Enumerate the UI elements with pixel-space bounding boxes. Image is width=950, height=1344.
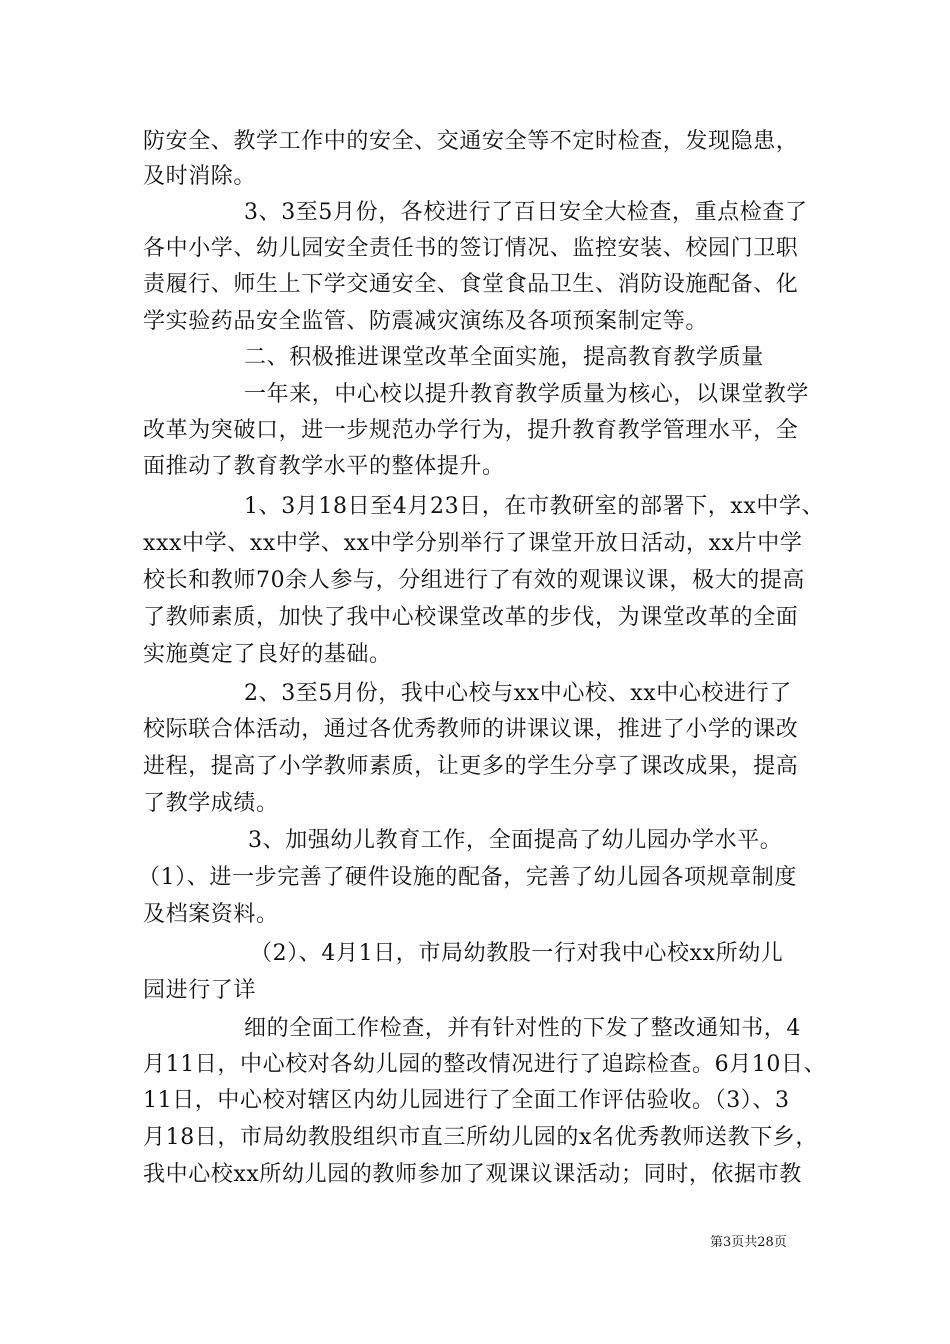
page-number-footer: 第3页共28页 bbox=[710, 1235, 787, 1250]
text-line: xxx中学、xx中学、xx中学分别举行了课堂开放日活动，xx片中学 bbox=[143, 531, 803, 556]
text-line: 11日，中心校对辖区内幼儿园进行了全面工作评估验收。（3）、3 bbox=[143, 1088, 790, 1113]
text-line: 了教学成绩。 bbox=[143, 791, 279, 816]
text-line: 细的全面工作检查，并有针对性的下发了整改通知书，4 bbox=[244, 1016, 801, 1041]
text-line: 园进行了详 bbox=[143, 978, 257, 1003]
text-line: （1）、进一步完善了硬件设施的配备，完善了幼儿园各项规章制度 bbox=[138, 865, 797, 890]
text-line: 月18日，市局幼教股组织市直三所幼儿园的x名优秀教师送教下乡， bbox=[143, 1125, 819, 1150]
text-line: 学实验药品安全监管、防震减灾演练及各项预案制定等。 bbox=[143, 309, 709, 334]
text-line: 1、3月18日至4月23日，在市教研室的部署下，xx中学、 bbox=[244, 494, 825, 519]
text-line: （2）、4月1日，市局幼教股一行对我中心校xx所幼儿 bbox=[250, 941, 784, 966]
text-line: 防安全、教学工作中的安全、交通安全等不定时检查，发现隐患， bbox=[143, 129, 799, 154]
text-line: 进程，提高了小学教师素质，让更多的学生分享了课改成果，提高 bbox=[143, 754, 799, 779]
text-line: 3、加强幼儿教育工作，全面提高了幼儿园办学水平。 bbox=[248, 828, 783, 853]
text-line: 改革为突破口，进一步规范办学行为，提升教育教学管理水平，全 bbox=[143, 418, 799, 443]
text-line: 月11日，中心校对各幼儿园的整改情况进行了追踪检查。6月10日、 bbox=[143, 1052, 827, 1077]
text-line: 一年来，中心校以提升教育教学质量为核心，以课堂教学 bbox=[244, 382, 810, 407]
text-line: 2、3至5月份，我中心校与xx中心校、xx中心校进行了 bbox=[244, 681, 792, 706]
text-line: 及档案资料。 bbox=[143, 902, 279, 927]
text-line: 了教师素质，加快了我中心校课堂改革的步伐，为课堂改革的全面 bbox=[143, 605, 799, 630]
text-line: 及时消除。 bbox=[143, 164, 257, 189]
text-line: 校际联合体活动，通过各优秀教师的讲课议课，推进了小学的课改 bbox=[143, 717, 799, 742]
text-line: 校长和教师70余人参与，分组进行了有效的观课议课，极大的提高 bbox=[143, 568, 805, 593]
text-line: 责履行、师生上下学交通安全、食堂食品卫生、消防设施配备、化 bbox=[143, 272, 799, 297]
text-line: 实施奠定了良好的基础。 bbox=[143, 642, 392, 667]
text-line: 3、3至5月份，各校进行了百日安全大检查，重点检查了 bbox=[244, 200, 808, 225]
text-line: 面推动了教育教学水平的整体提升。 bbox=[143, 454, 505, 479]
section-heading: 二、积极推进课堂改革全面实施，提高教育教学质量 bbox=[244, 345, 764, 370]
text-line: 各中小学、幼儿园安全责任书的签订情况、监控安装、校园门卫职 bbox=[143, 236, 799, 261]
text-line: 我中心校xx所幼儿园的教师参加了观课议课活动；同时，依据市教 bbox=[143, 1162, 802, 1187]
